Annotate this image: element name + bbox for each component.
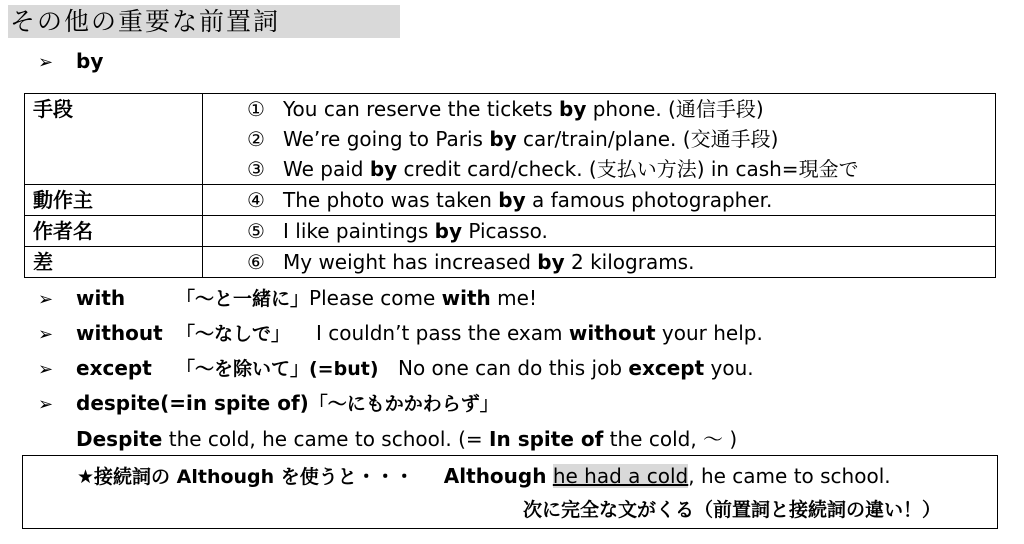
although-box (22, 455, 998, 529)
bullet-arrow-icon: ➢ (38, 52, 54, 73)
except-keyword: except (76, 356, 152, 380)
although-note: 次に完全な文がくる（前置詞と接続詞の違い！） (523, 499, 942, 521)
example-line: ④ The photo was taken by a famous photographer. (247, 185, 995, 215)
example-line: ⑥ My weight has increased by 2 kilograms. (247, 247, 995, 277)
row-examples (203, 185, 996, 216)
example-number: ④ (247, 188, 265, 212)
except-meaning: 「～を除いて」(=but) (176, 358, 379, 380)
although-intro: ★接続詞の Although を使うと・・・ (77, 466, 414, 488)
without-line: ➢ without 「～なしで」 I couldn’t pass the exam without your help. (38, 320, 763, 348)
section-title: その他の重要な前置詞 (8, 5, 400, 38)
example-number: ③ (247, 157, 265, 181)
row-label: 差 (25, 247, 203, 278)
despite-line (38, 390, 499, 418)
although-keyword: Although (443, 464, 547, 488)
bullet-arrow-icon: ➢ (38, 359, 54, 380)
without-meaning: 「～なしで」 (176, 323, 291, 345)
by-usage-table (24, 93, 996, 278)
example-number: ⑤ (247, 219, 265, 243)
despite-keyword: despite(=in spite of) (76, 391, 309, 415)
with-keyword: with (76, 286, 126, 310)
example-line: ③ We paid by credit card/check. (支払い方法) in cash=現金で (247, 154, 995, 184)
example-number: ⑥ (247, 250, 265, 274)
table-row (25, 216, 996, 247)
row-label: 手段 (25, 94, 203, 185)
bullet-arrow-icon: ➢ (38, 289, 54, 310)
bullet-arrow-icon: ➢ (38, 324, 54, 345)
with-meaning: 「～と一緒に」 (176, 288, 310, 310)
row-examples (203, 247, 996, 278)
with-line: ➢ with 「～と一緒に」Please come with me! (38, 285, 537, 313)
row-examples (203, 94, 996, 185)
bullet-arrow-icon: ➢ (38, 394, 54, 415)
row-examples (203, 216, 996, 247)
highlighted-clause: he had a cold (552, 464, 689, 488)
table-row (25, 185, 996, 216)
by-keyword: by (76, 49, 104, 73)
despite-meaning: 「～にもかかわらず」 (308, 393, 499, 415)
example-line: ① You can reserve the tickets by phone. (通信手段) (247, 94, 995, 124)
example-line: ② We’re going to Paris by car/train/plane. (交通手段) (247, 124, 995, 154)
example-number: ② (247, 127, 265, 151)
except-line: ➢ except 「～を除いて」(=but) No one can do this job except you. (38, 355, 754, 383)
by-heading (38, 48, 103, 76)
without-keyword: without (76, 321, 163, 345)
row-label: 動作主 (25, 185, 203, 216)
table-row (25, 94, 996, 185)
table-row (25, 247, 996, 278)
example-line: ⑤ I like paintings by Picasso. (247, 216, 995, 246)
although-example: ★接続詞の Although を使うと・・・ Although he had a cold, he came to school. (77, 464, 891, 488)
row-label: 作者名 (25, 216, 203, 247)
example-number: ① (247, 97, 265, 121)
despite-example: Despite the cold, he came to school. (= In spite of the cold, ～ ) (76, 427, 738, 451)
